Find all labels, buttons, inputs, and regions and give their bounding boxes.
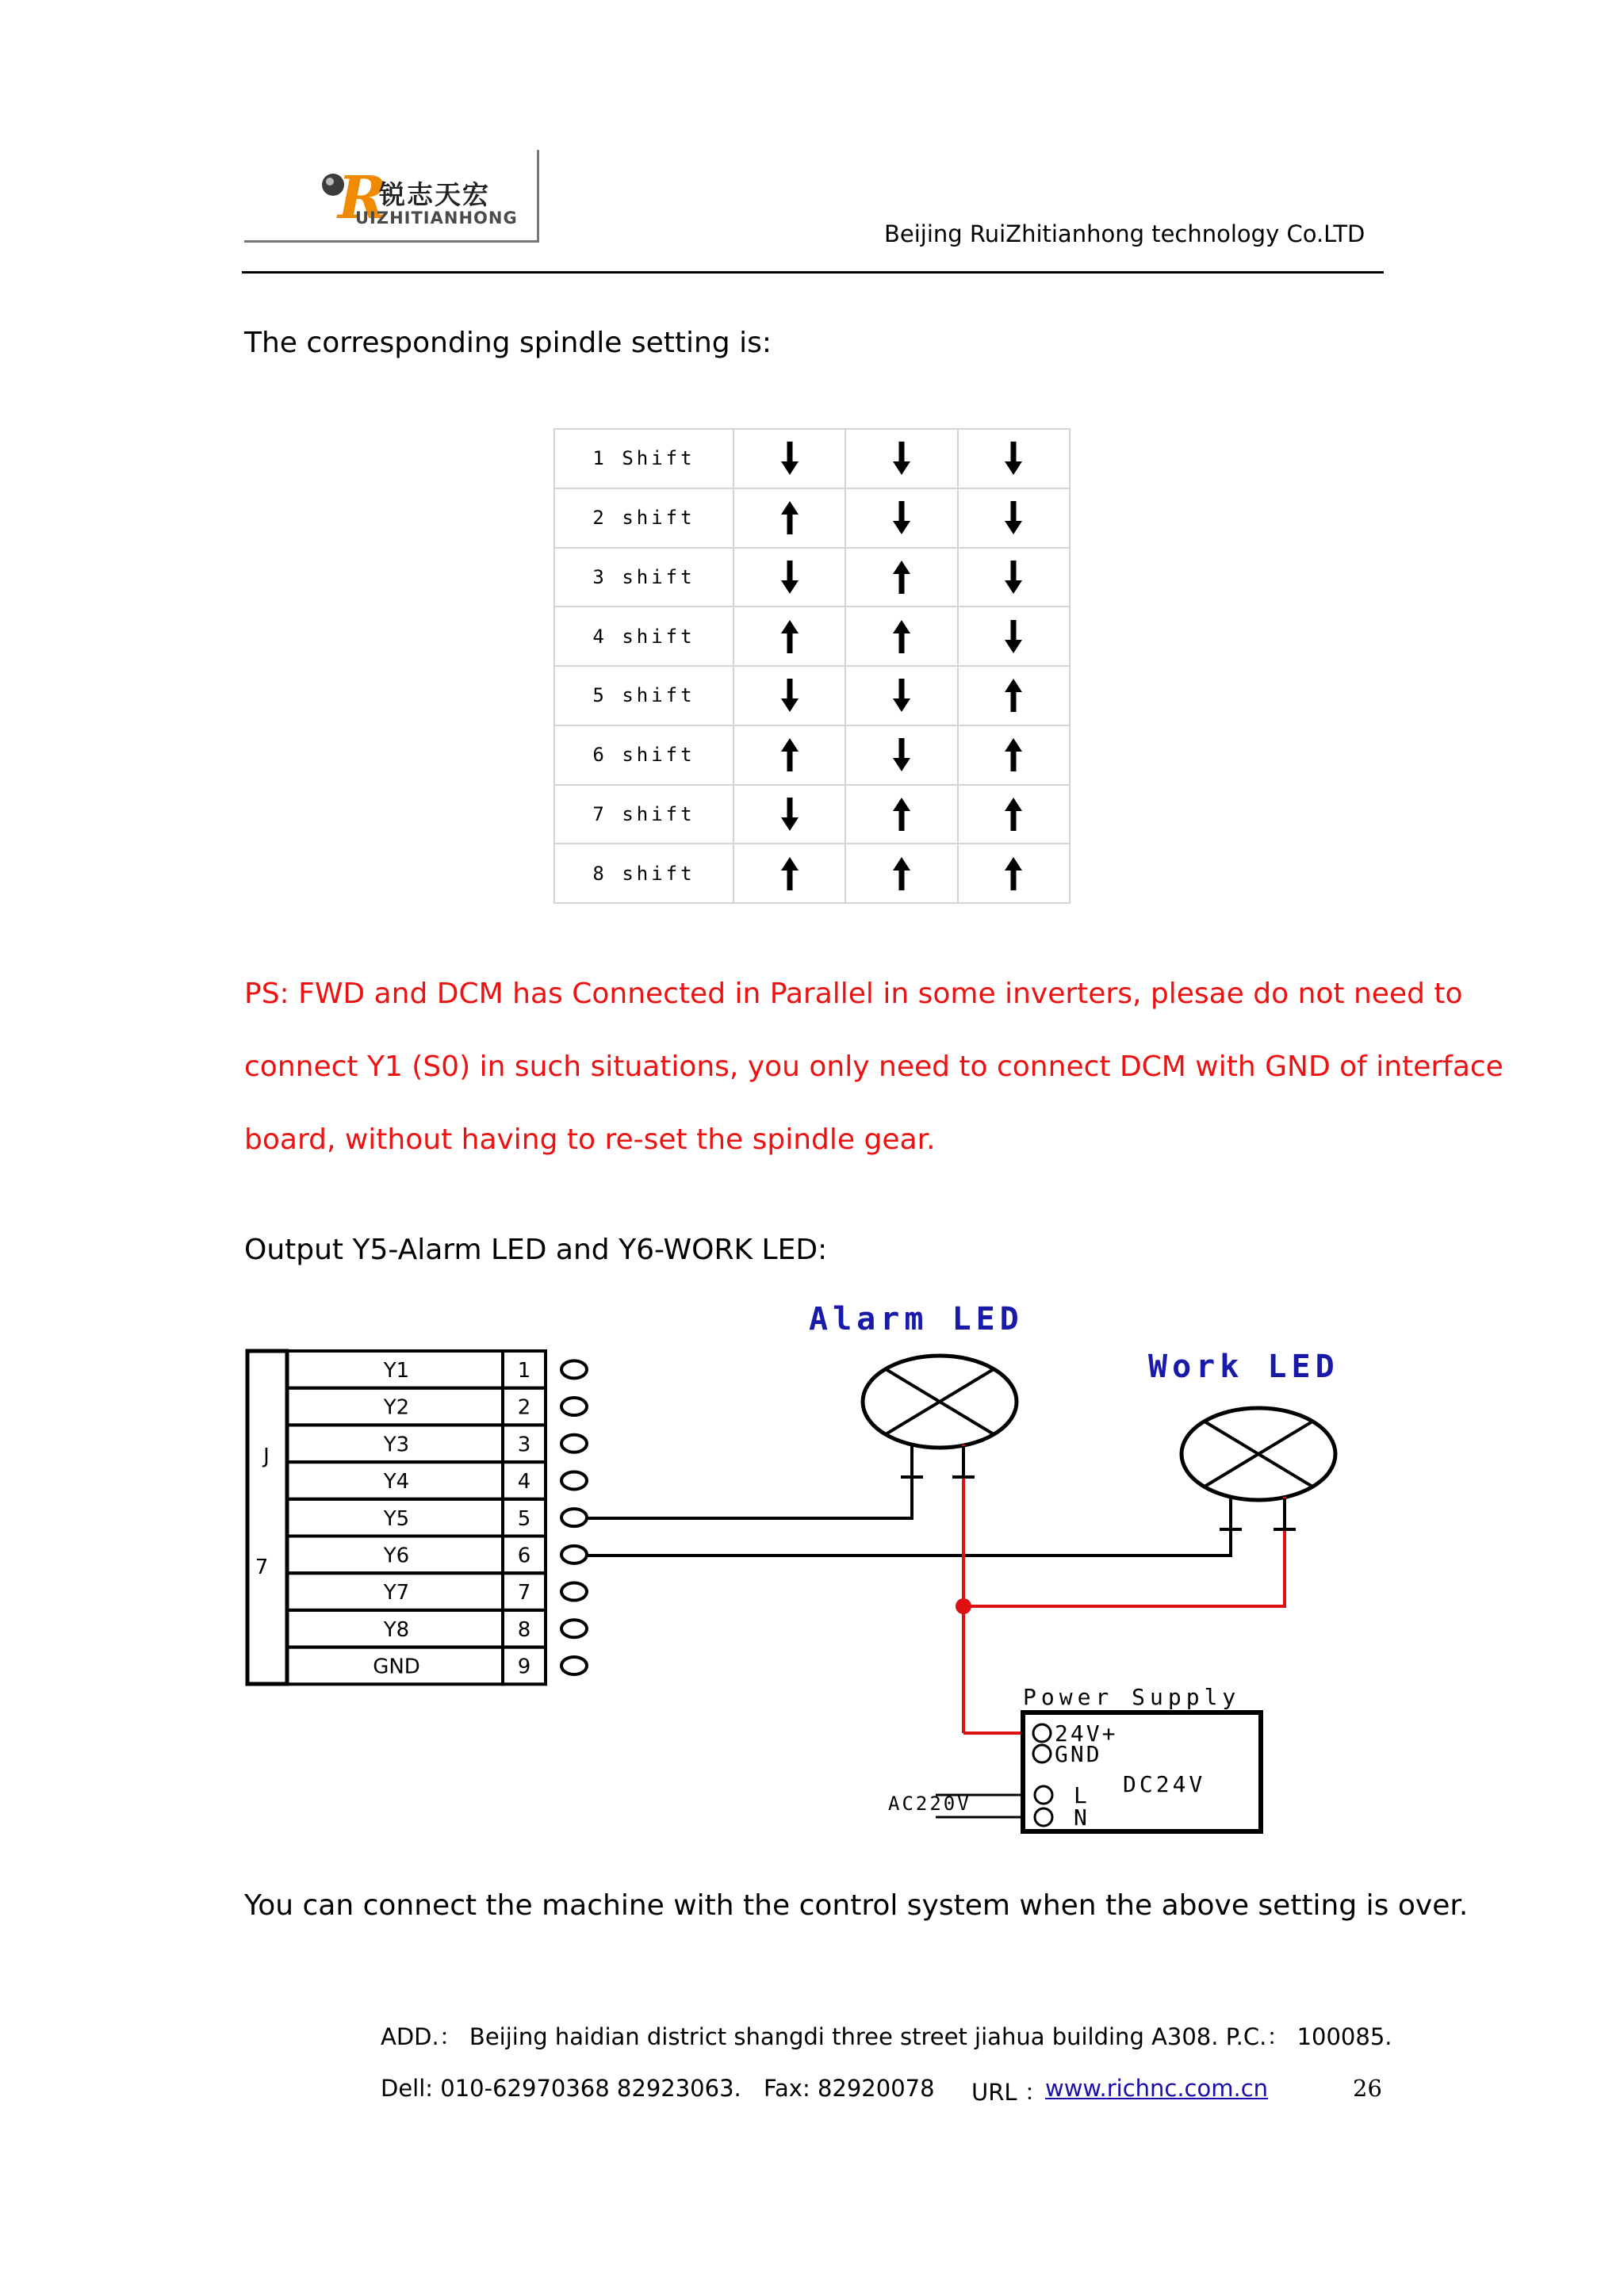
pin-name: Y8 — [383, 1617, 410, 1642]
gear-switch-cell — [845, 488, 957, 548]
arrow-down-icon — [892, 737, 911, 772]
arrow-down-icon — [1004, 441, 1023, 476]
gear-switch-cell — [845, 725, 957, 785]
arrow-up-icon — [780, 619, 799, 654]
terminal-screw-icon — [561, 1546, 587, 1563]
gear-table-row — [554, 607, 1070, 666]
terminal-n-label: N — [1074, 1804, 1087, 1831]
arrow-down-icon — [1004, 500, 1023, 535]
pin-name: Y2 — [383, 1395, 410, 1420]
terminal-gnd-label: GND — [1055, 1741, 1102, 1767]
terminal-24v-icon — [1033, 1724, 1051, 1742]
connector-pin-row — [287, 1573, 587, 1610]
terminal-screw-icon — [561, 1620, 587, 1637]
company-name: Beijing RuiZhitianhong technology Co.LTD — [884, 220, 1365, 247]
gear-shift-label: 6 shift — [554, 725, 733, 785]
gear-switch-cell — [733, 548, 845, 607]
connector-pin-row — [287, 1499, 587, 1536]
note-line-2: connect Y1 (S0) in such situations, you only need to connect DCM with GND of interface — [244, 1050, 1503, 1083]
terminal-gnd-icon — [1033, 1745, 1051, 1762]
arrow-down-icon — [1004, 560, 1023, 595]
arrow-down-icon — [780, 678, 799, 713]
connector-pin-row — [287, 1351, 587, 1388]
gear-shift-label: 3 shift — [554, 548, 733, 607]
gear-switch-cell — [733, 607, 845, 666]
pin-name: Y5 — [383, 1506, 410, 1531]
gear-shift-label: 1 Shift — [554, 429, 733, 488]
footer-fax: Fax: 82920078 — [764, 2075, 935, 2102]
gear-switch-cell — [845, 844, 957, 903]
pin-name: GND — [373, 1655, 420, 1679]
gear-switch-cell — [733, 429, 845, 488]
arrow-up-icon — [1004, 737, 1023, 772]
alarm-led-lamp-icon — [863, 1356, 1017, 1518]
gear-switch-cell — [958, 548, 1070, 607]
footer-address: ADD.： Beijing haidian district shangdi three street jiahua building A308. P.C.： 100085. — [381, 2023, 1392, 2050]
gear-table-row — [554, 429, 1070, 488]
pin-name: Y1 — [383, 1359, 410, 1383]
pin-number: 1 — [517, 1359, 531, 1383]
gear-shift-label: 7 shift — [554, 785, 733, 844]
gear-shift-label: 4 shift — [554, 607, 733, 666]
gear-switch-cell — [733, 488, 845, 548]
power-supply-rating: DC24V — [1123, 1771, 1206, 1797]
terminal-screw-icon — [561, 1435, 587, 1452]
arrow-up-icon — [1004, 678, 1023, 713]
gear-switch-cell — [958, 725, 1070, 785]
gear-shift-label: 8 shift — [554, 844, 733, 903]
terminal-l-label: L — [1074, 1782, 1087, 1808]
ac-input-label: AC220V — [888, 1793, 971, 1815]
gear-table-row — [554, 785, 1070, 844]
connector-label-7: 7 — [255, 1556, 269, 1579]
connector-pin-row — [287, 1647, 587, 1685]
arrow-up-icon — [1004, 797, 1023, 832]
pin-rows — [287, 1351, 587, 1684]
gear-switch-cell — [733, 725, 845, 785]
connector-j7 — [247, 1351, 587, 1684]
gear-table-row — [554, 844, 1070, 903]
gear-switch-cell — [845, 785, 957, 844]
arrow-up-icon — [780, 856, 799, 891]
connector-pin-row — [287, 1536, 587, 1574]
gear-switch-cell — [733, 666, 845, 725]
terminal-n-icon — [1035, 1808, 1052, 1826]
logo-letter: R — [338, 164, 387, 232]
arrow-down-icon — [892, 500, 911, 535]
work-led-title: Work LED — [1148, 1349, 1339, 1385]
gear-switch-cell — [845, 429, 957, 488]
gear-table-row — [554, 666, 1070, 725]
gear-table-body — [554, 429, 1070, 903]
arrow-up-icon — [892, 619, 911, 654]
wire-y5-alarm — [587, 1479, 912, 1518]
connector-pin-row — [287, 1610, 587, 1647]
terminal-screw-icon — [561, 1583, 587, 1601]
terminal-l-icon — [1035, 1786, 1052, 1804]
terminal-screw-icon — [561, 1398, 587, 1415]
connector-housing — [247, 1351, 287, 1684]
alarm-led-title: Alarm LED — [809, 1301, 1024, 1337]
gear-switch-cell — [958, 429, 1070, 488]
arrow-down-icon — [780, 441, 799, 476]
footer-url-label: URL ： — [971, 2079, 1048, 2106]
arrow-up-icon — [892, 560, 911, 595]
gear-switch-cell — [958, 785, 1070, 844]
terminal-screw-icon — [561, 1471, 587, 1489]
power-supply-title: Power Supply — [1023, 1684, 1241, 1710]
logo-chinese-name: 锐志天宏 — [379, 179, 490, 210]
terminal-screw-icon — [561, 1657, 587, 1674]
connector-pin-row — [287, 1462, 587, 1499]
gear-table-row — [554, 488, 1070, 548]
pin-number: 5 — [517, 1506, 531, 1531]
gear-switch-cell — [958, 607, 1070, 666]
arrow-up-icon — [892, 856, 911, 891]
terminal-screw-icon — [561, 1509, 587, 1526]
pin-number: 8 — [517, 1617, 531, 1642]
pin-name: Y4 — [383, 1470, 410, 1494]
arrow-down-icon — [780, 560, 799, 595]
gear-table-row — [554, 725, 1070, 785]
arrow-down-icon — [780, 797, 799, 832]
output-title: Output Y5-Alarm LED and Y6-WORK LED: — [244, 1234, 828, 1266]
arrow-up-icon — [1004, 856, 1023, 891]
note-line-3: board, without having to re-set the spindle gear. — [244, 1123, 936, 1156]
closing-text: You can connect the machine with the control system when the above setting is over. — [244, 1889, 1469, 1922]
pin-number: 4 — [517, 1470, 531, 1494]
arrow-down-icon — [892, 441, 911, 476]
connector-pin-row — [287, 1388, 587, 1425]
wiring-diagram — [238, 1300, 1396, 1839]
connector-pin-row — [287, 1425, 587, 1462]
note-line-1: PS: FWD and DCM has Connected in Parallel in some inverters, plesae do not need to — [244, 978, 1463, 1010]
page-number: 26 — [1353, 2075, 1382, 2102]
header-divider — [242, 271, 1384, 274]
pin-number: 9 — [517, 1655, 531, 1679]
arrow-up-icon — [780, 737, 799, 772]
gear-shift-label: 2 shift — [554, 488, 733, 548]
pin-number: 7 — [517, 1581, 531, 1605]
pin-name: Y6 — [383, 1544, 410, 1568]
arrow-up-icon — [780, 500, 799, 535]
gear-table-row — [554, 548, 1070, 607]
footer-phone: Dell: 010-62970368 82923063. — [381, 2075, 741, 2102]
connector-label-j: J — [263, 1445, 270, 1468]
terminal-24v-label: 24V+ — [1055, 1720, 1118, 1747]
gear-switch-cell — [845, 607, 957, 666]
spindle-gear-table — [553, 428, 1071, 904]
gear-switch-cell — [958, 666, 1070, 725]
gear-switch-cell — [733, 844, 845, 903]
logo-english-name: UIZHITIANHONG — [355, 209, 518, 228]
wire-y6-work — [587, 1530, 1231, 1556]
arrow-down-icon — [1004, 619, 1023, 654]
pin-number: 6 — [517, 1544, 531, 1568]
terminal-screw-icon — [561, 1360, 587, 1378]
arrow-up-icon — [892, 797, 911, 832]
pin-name: Y7 — [383, 1581, 410, 1605]
arrow-down-icon — [892, 678, 911, 713]
gear-shift-label: 5 shift — [554, 666, 733, 725]
pin-number: 2 — [517, 1395, 531, 1420]
footer-url-link[interactable]: www.richnc.com.cn — [1045, 2075, 1269, 2102]
gear-switch-cell — [845, 548, 957, 607]
pin-name: Y3 — [383, 1433, 410, 1457]
intro-text: The corresponding spindle setting is: — [244, 327, 772, 359]
work-led-lamp-icon — [1182, 1408, 1335, 1556]
gear-switch-cell — [845, 666, 957, 725]
gear-switch-cell — [958, 844, 1070, 903]
pin-number: 3 — [517, 1433, 531, 1457]
gear-switch-cell — [958, 488, 1070, 548]
gear-switch-cell — [733, 785, 845, 844]
